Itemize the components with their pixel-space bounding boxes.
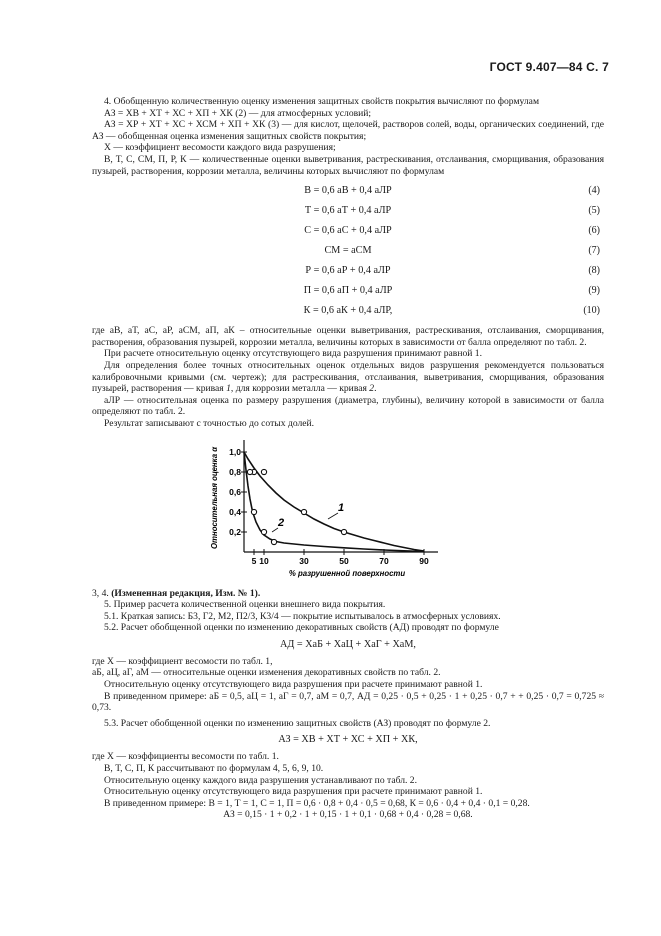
paragraph-4: 4. Обобщенную количественную оценку изменения защитных свойств покрытия вычисляют по формулам xyxy=(104,96,540,107)
formula-expression: С = 0,6 аС + 0,4 аЛР xyxy=(304,225,392,237)
formula-number: (4) xyxy=(588,185,600,197)
formula-expression: Р = 0,6 аР + 0,4 аЛР xyxy=(305,265,391,277)
ad-where-coef: где Х — коэффициент весомости по табл. 1, xyxy=(92,655,273,667)
paragraph-5-3: 5.3. Расчет обобщенной оценки по изменению защитных свойств (АЗ) проводят по формуле 2. xyxy=(104,717,491,729)
ad-example: В приведенном примере: аБ = 0,5, аЦ = 1, аГ = 0,7, аМ = 0,7, АД = 0,25 · 0,5 + 0,25 · 1 + 0,25 · 0,7 + + 0,25 · 0,7 = 0,725 ≈ 0,73. xyxy=(92,690,604,714)
document-body xyxy=(92,96,604,821)
formula-number: (10) xyxy=(583,305,600,317)
series-line-1 xyxy=(244,452,424,551)
calibration-curves-note: Для определения более точных относительных оценок отдельных видов разрушения рекомендуется пользоваться калибровочными кривыми (см. чертеж); для растрескивания, отслаивания, выветривания, сморщивания, образования пузырей, растворения — кривая 1, для коррозии металла — кривая 2. xyxy=(92,359,604,395)
precision-note: Результат записывают с точностью до сотых долей. xyxy=(104,417,315,429)
formula-row xyxy=(92,241,604,261)
az-scores-note: Относительную оценку каждого вида разрушения устанавливают по табл. 2. xyxy=(104,774,418,786)
paragraph-5-2: 5.2. Расчет обобщенной оценки по изменению декоративных свойств (АД) проводят по формуле xyxy=(104,622,499,634)
az-formulas-note: В, Т, С, П, К рассчитывают по формулам 4, 5, 6, 9, 10. xyxy=(104,763,324,775)
ad-where-scores: аБ, аЦ, аГ, аМ — относительные оценки изменения декоративных свойств по табл. 2. xyxy=(92,667,441,679)
data-point-series-1 xyxy=(261,469,266,474)
series-label-leader xyxy=(328,513,338,519)
formula-3-line: АЗ = ХР + ХТ + ХС + ХСМ + ХП + ХК (3) — для кислот, щелочей, растворов солей, воды, органических соединений, где АЗ — обобщенная оценка изменения защитных свойств покрытия; xyxy=(92,119,604,142)
ad-missing-note: Относительную оценку отсутствующего вида разрушения при расчете принимают равной 1. xyxy=(104,679,483,691)
formula-row xyxy=(92,261,604,281)
formula-row xyxy=(92,201,604,221)
formula-row xyxy=(92,181,604,201)
x-tick-label: 50 xyxy=(339,555,349,566)
formula-number: (8) xyxy=(588,265,600,277)
missing-damage-note: При расчете относительную оценку отсутствующего вида разрушения принимают равной 1. xyxy=(104,348,482,360)
curve-ref-1: 1 xyxy=(226,383,231,395)
page-header: ГОСТ 9.407—84 С. 7 xyxy=(489,60,609,74)
relative-scores-definition: где аВ, аТ, аС, аР, аСМ, аП, аК – относительные оценки выветривания, растрескивания, отслаивания, сморщивания, растворения, образования пузырей, коррозии металла, величины которых в зависимости от балла определяют по табл. 2. xyxy=(92,325,604,348)
x-tick-label: 90 xyxy=(419,555,429,566)
quantities-definition: В, Т, С, СМ, П, Р, К — количественные оценки выветривания, растрескивания, отслаивания, сморщивания, образования пузырей, растворения, коррозии металла, величины которых вычисляют по формулам xyxy=(92,153,604,177)
data-point-series-2 xyxy=(271,539,276,544)
calibration-chart xyxy=(92,438,604,580)
alr-definition: аЛР — относительная оценка по размеру разрушения (диаметра, глубины), величину которой в зависимости от балла определяют по табл. 2. xyxy=(92,394,604,418)
x-tick-label: 30 xyxy=(299,555,309,566)
x-tick-label: 70 xyxy=(379,555,389,566)
y-tick-label: 1,0 xyxy=(229,446,241,457)
x-tick-label: 5 xyxy=(251,555,257,566)
data-point-series-2 xyxy=(251,509,256,514)
formula-number: (9) xyxy=(588,285,600,297)
series-label-1: 1 xyxy=(338,501,345,514)
y-tick-label: 0,6 xyxy=(229,486,241,497)
x-axis-label: % разрушенной поверхности xyxy=(288,568,406,578)
paragraph-5: 5. Пример расчета количественной оценки внешнего вида покрытия. xyxy=(104,599,386,611)
formula-number: (6) xyxy=(588,225,600,237)
data-point-series-1 xyxy=(301,509,306,514)
y-tick-label: 0,2 xyxy=(229,526,241,537)
formula-expression: В = 0,6 аВ + 0,4 аЛР xyxy=(304,185,392,197)
az-where-coef: где Х — коэффициенты весомости по табл. 1. xyxy=(92,751,279,763)
formula-row xyxy=(92,281,604,301)
curve-ref-2: 2 xyxy=(369,383,375,395)
formula-row xyxy=(92,301,604,321)
data-point-series-2 xyxy=(261,529,266,534)
y-axis-label: Относительная оценка α xyxy=(210,446,219,549)
series-line-2 xyxy=(244,452,424,552)
data-point-series-2 xyxy=(247,469,252,474)
formula-expression: СМ = аСМ xyxy=(324,245,372,257)
formula-expression: Т = 0,6 аТ + 0,4 аЛР xyxy=(304,205,392,217)
formula-expression: К = 0,6 аК + 0,4 аЛР, xyxy=(303,305,393,317)
formula-number: (7) xyxy=(588,245,600,257)
y-tick-label: 0,4 xyxy=(229,506,241,517)
y-tick-label: 0,8 xyxy=(229,466,241,477)
formula-ad: АД = ХаБ + ХаЦ + ХаГ + ХаМ, xyxy=(280,638,416,650)
coef-definition: Х — коэффициент весомости каждого вида разрушения; xyxy=(104,142,336,154)
formula-az: АЗ = ХВ + ХТ + ХС + ХП + ХК, xyxy=(278,734,418,746)
amendment-line: 3, 4. (Измененная редакция, Изм. № 1). xyxy=(92,587,261,599)
formula-list xyxy=(92,181,604,321)
formula-number: (5) xyxy=(588,205,600,217)
formula-expression: П = 0,6 аП + 0,4 аЛР xyxy=(303,285,393,297)
x-tick-label: 10 xyxy=(259,555,269,566)
formula-2-line: АЗ = ХВ + ХТ + ХС + ХП + ХК (2) — для атмосферных условий; xyxy=(104,107,372,119)
formula-row xyxy=(92,221,604,241)
data-point-series-1 xyxy=(341,529,346,534)
az-missing-note: Относительную оценку отсутствующего вида разрушения при расчете принимают равной 1. xyxy=(104,786,483,798)
calibration-chart-svg xyxy=(92,438,604,580)
series-label-2: 2 xyxy=(278,516,285,529)
paragraph-5-1: 5.1. Краткая запись: Б3, Г2, М2, П2/3, К3/4 — покрытие испытывалось в атмосферных условиях. xyxy=(104,610,501,622)
az-example: В приведенном примере: В = 1, Т = 1, С = 1, П = 0,6 · 0,8 + 0,4 · 0,5 = 0,68, К = 0,6 · 0,4 + 0,4 · 0,1 = 0,28. xyxy=(104,797,530,809)
az-result: АЗ = 0,15 · 1 + 0,2 · 1 + 0,15 · 1 + 0,1 · 0,68 + 0,4 · 0,28 = 0,68. xyxy=(223,809,473,821)
